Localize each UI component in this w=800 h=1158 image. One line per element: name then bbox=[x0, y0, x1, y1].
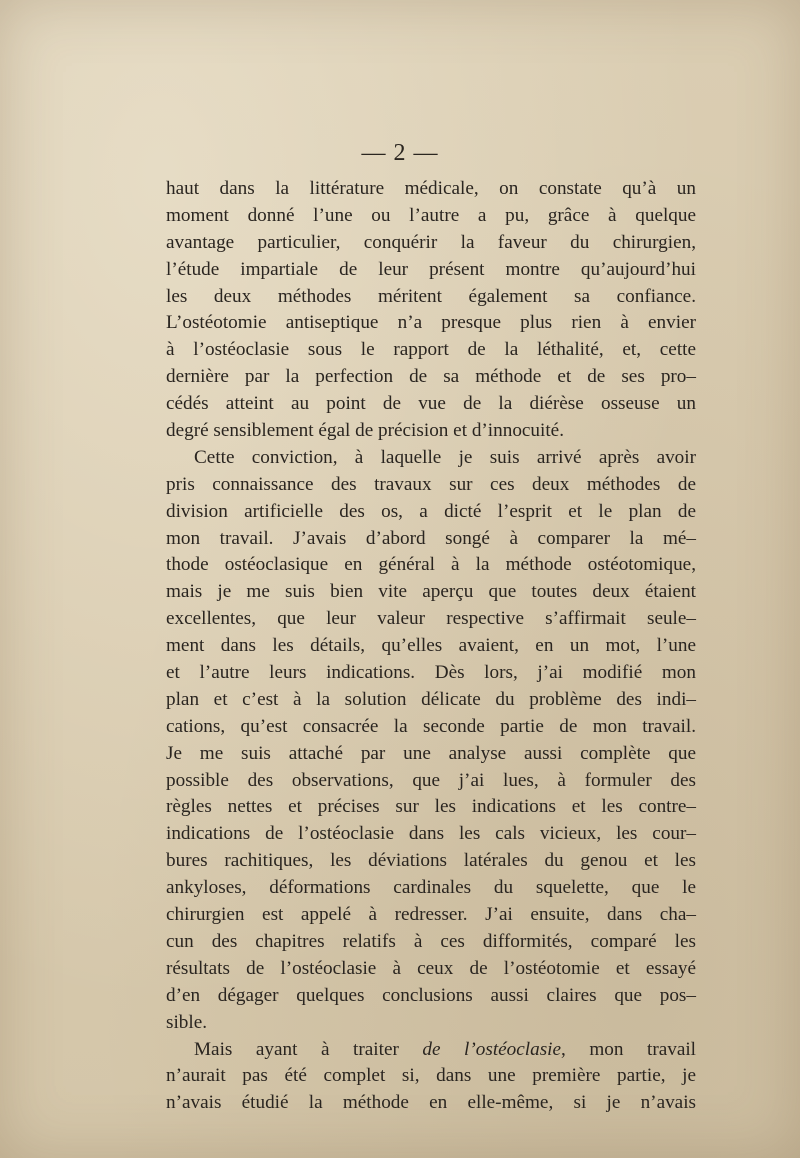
body-text bbox=[166, 176, 696, 1117]
text-line: et l’autre leurs indications. Dès lors, j’ai modifié mon bbox=[166, 662, 696, 684]
text-line: pris connaissance des travaux sur ces deux méthodes de bbox=[166, 473, 696, 495]
text-line: cations, qu’est consacrée la seconde partie de mon travail. bbox=[166, 715, 696, 737]
text-line: mon travail. J’avais d’abord songé à comparer la mé– bbox=[166, 527, 696, 549]
text-line: à l’ostéoclasie sous le rapport de la léthalité, et, cette bbox=[166, 339, 696, 361]
text-line bbox=[166, 1037, 696, 1064]
text-line: mais je me suis bien vite aperçu que toutes deux étaient bbox=[166, 581, 696, 603]
text-line: règles nettes et précises sur les indications et les contre– bbox=[166, 796, 696, 818]
text-line: L’ostéotomie antiseptique n’a presque plus rien à envier bbox=[166, 312, 696, 334]
text-line: indications de l’ostéoclasie dans les cals vicieux, les cour– bbox=[166, 823, 696, 845]
text-line: ankyloses, déformations cardinales du squelette, que le bbox=[166, 877, 696, 899]
text-line: Cette conviction, à laquelle je suis arrivé après avoir bbox=[194, 446, 696, 468]
text-line: n’avais étudié la méthode en elle-même, si je n’avais bbox=[166, 1092, 696, 1114]
text-line: plan et c’est à la solution délicate du problème des indi– bbox=[166, 688, 696, 710]
text-segment: Mais ayant à traiter bbox=[194, 1038, 423, 1060]
text-line: d’en dégager quelques conclusions aussi claires que pos– bbox=[166, 984, 696, 1006]
text-line: l’étude impartiale de leur présent montre qu’aujourd’hui bbox=[166, 258, 696, 280]
text-line: possible des observations, que j’ai lues, à formuler des bbox=[166, 769, 696, 791]
text-line: moment donné l’une ou l’autre a pu, grâce à quelque bbox=[166, 204, 696, 226]
text-line: haut dans la littérature médicale, on constate qu’à un bbox=[166, 178, 696, 199]
text-line: thode ostéoclasique en général à la méthode ostéotomique, bbox=[166, 554, 696, 576]
text-line: degré sensiblement égal de précision et d’innocuité. bbox=[166, 420, 565, 442]
text-line: ment dans les détails, qu’elles avaient, en un mot, l’une bbox=[166, 635, 696, 657]
text-line: les deux méthodes méritent également sa confiance. bbox=[166, 285, 696, 307]
text-line: avantage particulier, conquérir la faveur du chirurgien, bbox=[166, 231, 696, 253]
text-line: cédés atteint au point de vue de la diérèse osseuse un bbox=[166, 393, 696, 415]
text-line: dernière par la perfection de sa méthode et de ses pro– bbox=[166, 366, 696, 388]
text-segment: , mon travail bbox=[561, 1038, 697, 1060]
text-line: sible. bbox=[166, 1011, 208, 1033]
text-line: cun des chapitres relatifs à ces difformités, comparé les bbox=[166, 930, 696, 952]
text-line: chirurgien est appelé à redresser. J’ai ensuite, dans cha– bbox=[166, 904, 696, 926]
text-line: bures rachitiques, les déviations latérales du genou et les bbox=[166, 850, 696, 872]
italic-title: de l’ostéoclasie bbox=[422, 1038, 562, 1060]
page-number: — 2 — bbox=[361, 140, 439, 166]
text-line: résultats de l’ostéoclasie à ceux de l’ostéotomie et essayé bbox=[166, 957, 696, 979]
text-line: Je me suis attaché par une analyse aussi complète que bbox=[166, 742, 696, 764]
text-line: n’aurait pas été complet si, dans une première partie, je bbox=[166, 1065, 696, 1087]
text-line: excellentes, que leur valeur respective s’affirmait seule– bbox=[166, 608, 696, 630]
text-line: division artificielle des os, a dicté l’esprit et le plan de bbox=[166, 500, 696, 522]
